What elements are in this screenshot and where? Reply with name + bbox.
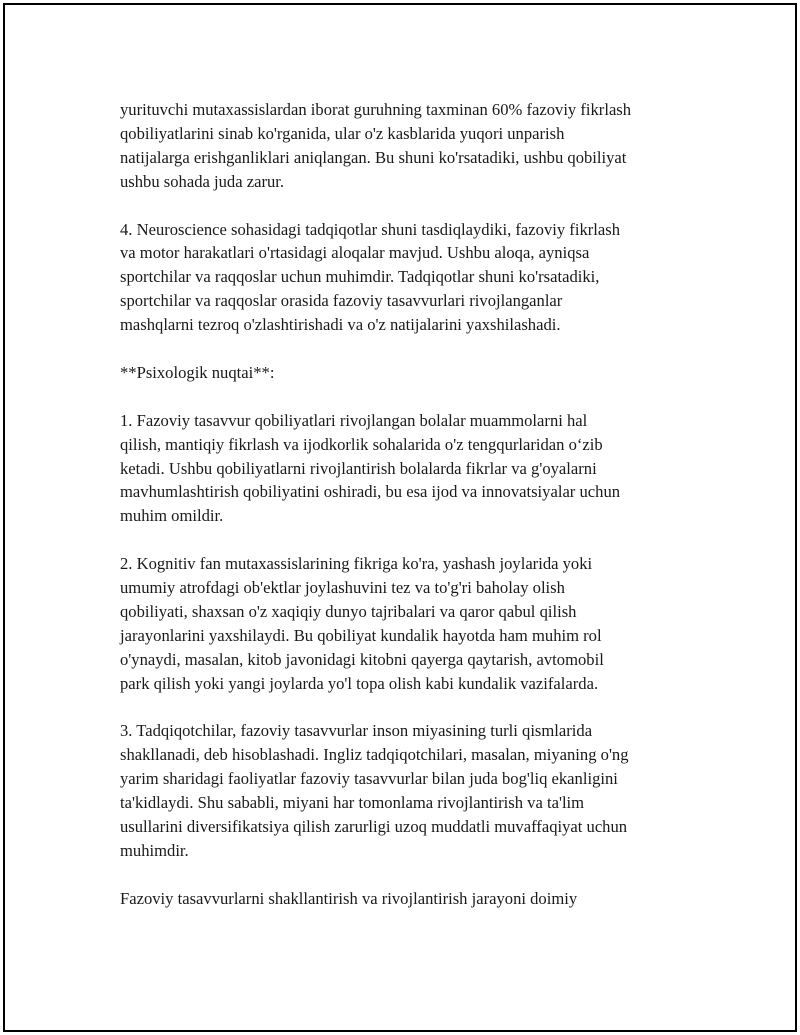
paragraph-closing bbox=[120, 887, 700, 911]
text-line: mashqlarni tezroq o'zlashtirishadi va o'z natijalarini yaxshilashadi. bbox=[120, 315, 561, 335]
text-line: natijalarga erishganliklari aniqlangan. Bu shuni ko'rsatadiki, ushbu qobiliyat bbox=[120, 147, 627, 167]
text-line: sportchilar va raqqoslar orasida fazoviy tasavvurlari rivojlanganlar bbox=[120, 291, 563, 311]
document-body bbox=[120, 98, 700, 935]
text-line: ketadi. Ushbu qobiliyatlarni rivojlantirish bolalarda fikrlar va g'oyalarni bbox=[120, 458, 597, 478]
text-line: shakllanadi, deb hisoblashadi. Ingliz tadqiqotchilari, masalan, miyaning o'ng bbox=[120, 745, 629, 765]
text-line: qobiliyatlarini sinab ko'rganida, ular o'z kasblarida yuqori unparish bbox=[120, 123, 565, 143]
paragraph-point-1 bbox=[120, 409, 700, 529]
text-line: 1. Fazoviy tasavvur qobiliyatlari rivojlangan bolalar muammolarni hal bbox=[120, 410, 588, 430]
text-line: park qilish yoki yangi joylarda yo'l topa olish kabi kundalik vazifalarda. bbox=[120, 673, 599, 693]
text-line: ushbu sohada juda zarur. bbox=[120, 171, 285, 191]
text-line: muhim omildir. bbox=[120, 506, 224, 526]
text-line: ta'kidlaydi. Shu sababli, miyani har tomonlama rivojlantirish va ta'lim bbox=[120, 793, 585, 813]
paragraph-intro-continuation bbox=[120, 98, 700, 194]
text-line: yurituvchi mutaxassislardan iborat guruhning taxminan 60% fazoviy fikrlash bbox=[120, 100, 632, 119]
document-page bbox=[3, 3, 797, 1032]
text-line: Fazoviy tasavvurlarni shakllantirish va rivojlantirish jarayoni doimiy bbox=[120, 888, 578, 908]
text-line: muhimdir. bbox=[120, 841, 189, 861]
text-line: qobiliyati, shaxsan o'z xaqiqiy dunyo tajribalari va qaror qabul qilish bbox=[120, 601, 577, 621]
text-line: va motor harakatlari o'rtasidagi aloqalar mavjud. Ushbu aloqa, ayniqsa bbox=[120, 243, 590, 263]
text-line: 3. Tadqiqotchilar, fazoviy tasavvurlar inson miyasining turli qismlarida bbox=[120, 721, 593, 741]
text-line: o'ynaydi, masalan, kitob javonidagi kitobni qayerga qaytarish, avtomobil bbox=[120, 649, 604, 669]
text-line: jarayonlarini yaxshilaydi. Bu qobiliyat kundalik hayotda ham muhim rol bbox=[120, 625, 602, 645]
text-line: yarim sharidagi faoliyatlar fazoviy tasavvurlar bilan juda bog'liq ekanligini bbox=[120, 769, 618, 789]
paragraph-point-4 bbox=[120, 218, 700, 338]
text-line: umumiy atrofdagi ob'ektlar joylashuvini tez va to'g'ri baholay olish bbox=[120, 578, 565, 598]
text-line: 4. Neuroscience sohasidagi tadqiqotlar shuni tasdiqlaydiki, fazoviy fikrlash bbox=[120, 219, 620, 239]
text-line: **Psixologik nuqtai**: bbox=[120, 362, 275, 382]
text-line: qilish, mantiqiy fikrlash va ijodkorlik sohalarida o'z tengqurlaridan o‘zib bbox=[120, 434, 603, 454]
section-heading-psixologik bbox=[120, 361, 700, 385]
paragraph-point-3 bbox=[120, 719, 700, 862]
text-line: mavhumlashtirish qobiliyatini oshiradi, bu esa ijod va innovatsiyalar uchun bbox=[120, 482, 621, 502]
text-line: usullarini diversifikatsiya qilish zarurligi uzoq muddatli muvaffaqiyat uchun bbox=[120, 817, 628, 837]
text-line: 2. Kognitiv fan mutaxassislarining fikriga ko'ra, yashash joylarida yoki bbox=[120, 554, 593, 574]
text-line: sportchilar va raqqoslar uchun muhimdir. Tadqiqotlar shuni ko'rsatadiki, bbox=[120, 267, 600, 287]
paragraph-point-2 bbox=[120, 552, 700, 695]
